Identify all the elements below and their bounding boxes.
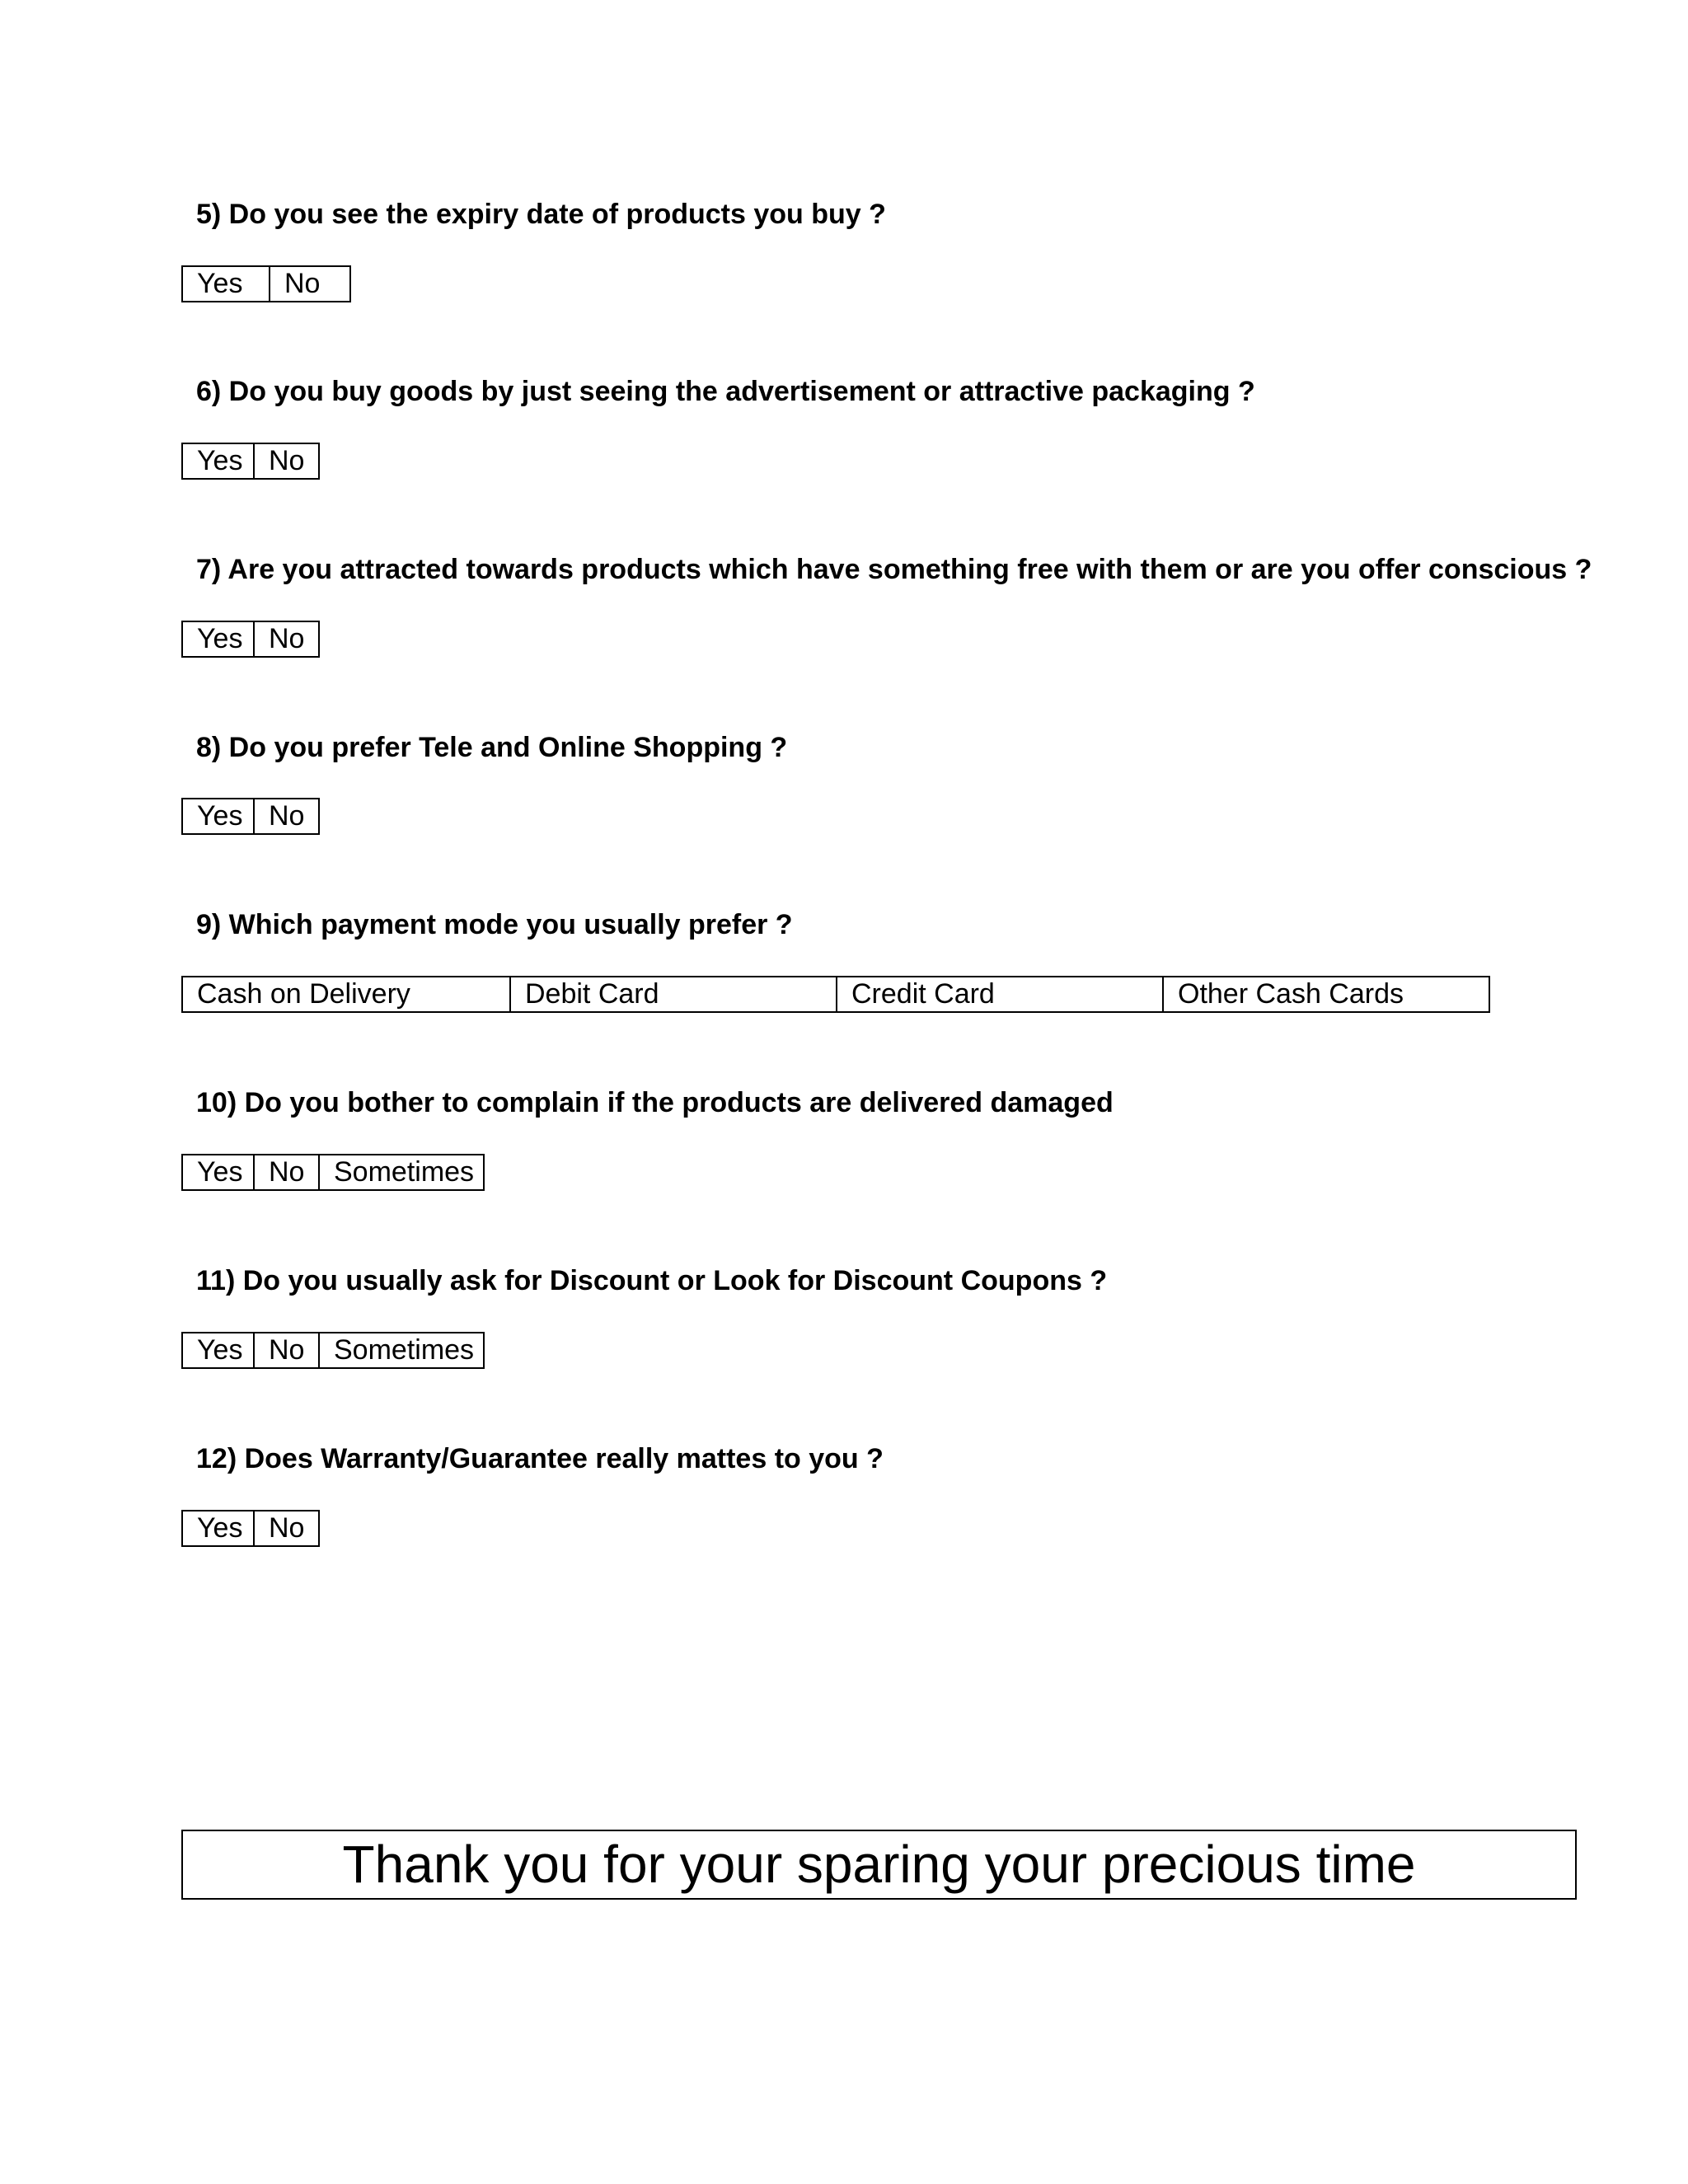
answer-options-11 [181,1332,485,1369]
question-10: 10) Do you bother to complain if the products are delivered damaged [196,1087,1114,1118]
option-yes[interactable]: Yes [197,1512,243,1544]
answer-options-12 [181,1510,320,1547]
option-no[interactable]: No [253,444,318,478]
option-no[interactable]: No [253,799,318,833]
option-sometimes[interactable]: Sometimes [318,1333,483,1367]
question-9: 9) Which payment mode you usually prefer ? [196,909,793,940]
question-5: 5) Do you see the expiry date of products you buy ? [196,199,886,230]
answer-options-6 [181,443,320,480]
answer-options-10 [181,1154,485,1191]
option-yes[interactable]: Yes [197,445,243,476]
answer-options-9 [181,976,1490,1013]
option-no[interactable]: No [269,267,349,301]
option-no[interactable]: No [253,1511,318,1545]
option-yes[interactable]: Yes [197,268,243,299]
option-no[interactable]: No [253,1155,318,1189]
closing-message: Thank you for your sparing your precious time [181,1830,1577,1900]
option-sometimes[interactable]: Sometimes [318,1155,483,1189]
option-other-cash-cards[interactable]: Other Cash Cards [1162,977,1489,1011]
option-debit-card[interactable]: Debit Card [509,977,836,1011]
answer-options-5 [181,265,351,302]
question-11: 11) Do you usually ask for Discount or Look for Discount Coupons ? [196,1265,1108,1296]
option-cash-on-delivery[interactable]: Cash on Delivery [197,978,410,1010]
option-no[interactable]: No [253,622,318,656]
question-6: 6) Do you buy goods by just seeing the advertisement or attractive packaging ? [196,376,1255,407]
option-yes[interactable]: Yes [197,1156,243,1188]
option-yes[interactable]: Yes [197,800,243,832]
answer-options-8 [181,798,320,835]
question-7: 7) Are you attracted towards products which have something free with them or are you offer conscious ? [196,554,1592,585]
option-credit-card[interactable]: Credit Card [836,977,1162,1011]
question-8: 8) Do you prefer Tele and Online Shopping ? [196,732,788,763]
answer-options-7 [181,621,320,658]
option-no[interactable]: No [253,1333,318,1367]
option-yes[interactable]: Yes [197,1334,243,1366]
option-yes[interactable]: Yes [197,623,243,654]
question-12: 12) Does Warranty/Guarantee really mattes to you ? [196,1443,884,1474]
